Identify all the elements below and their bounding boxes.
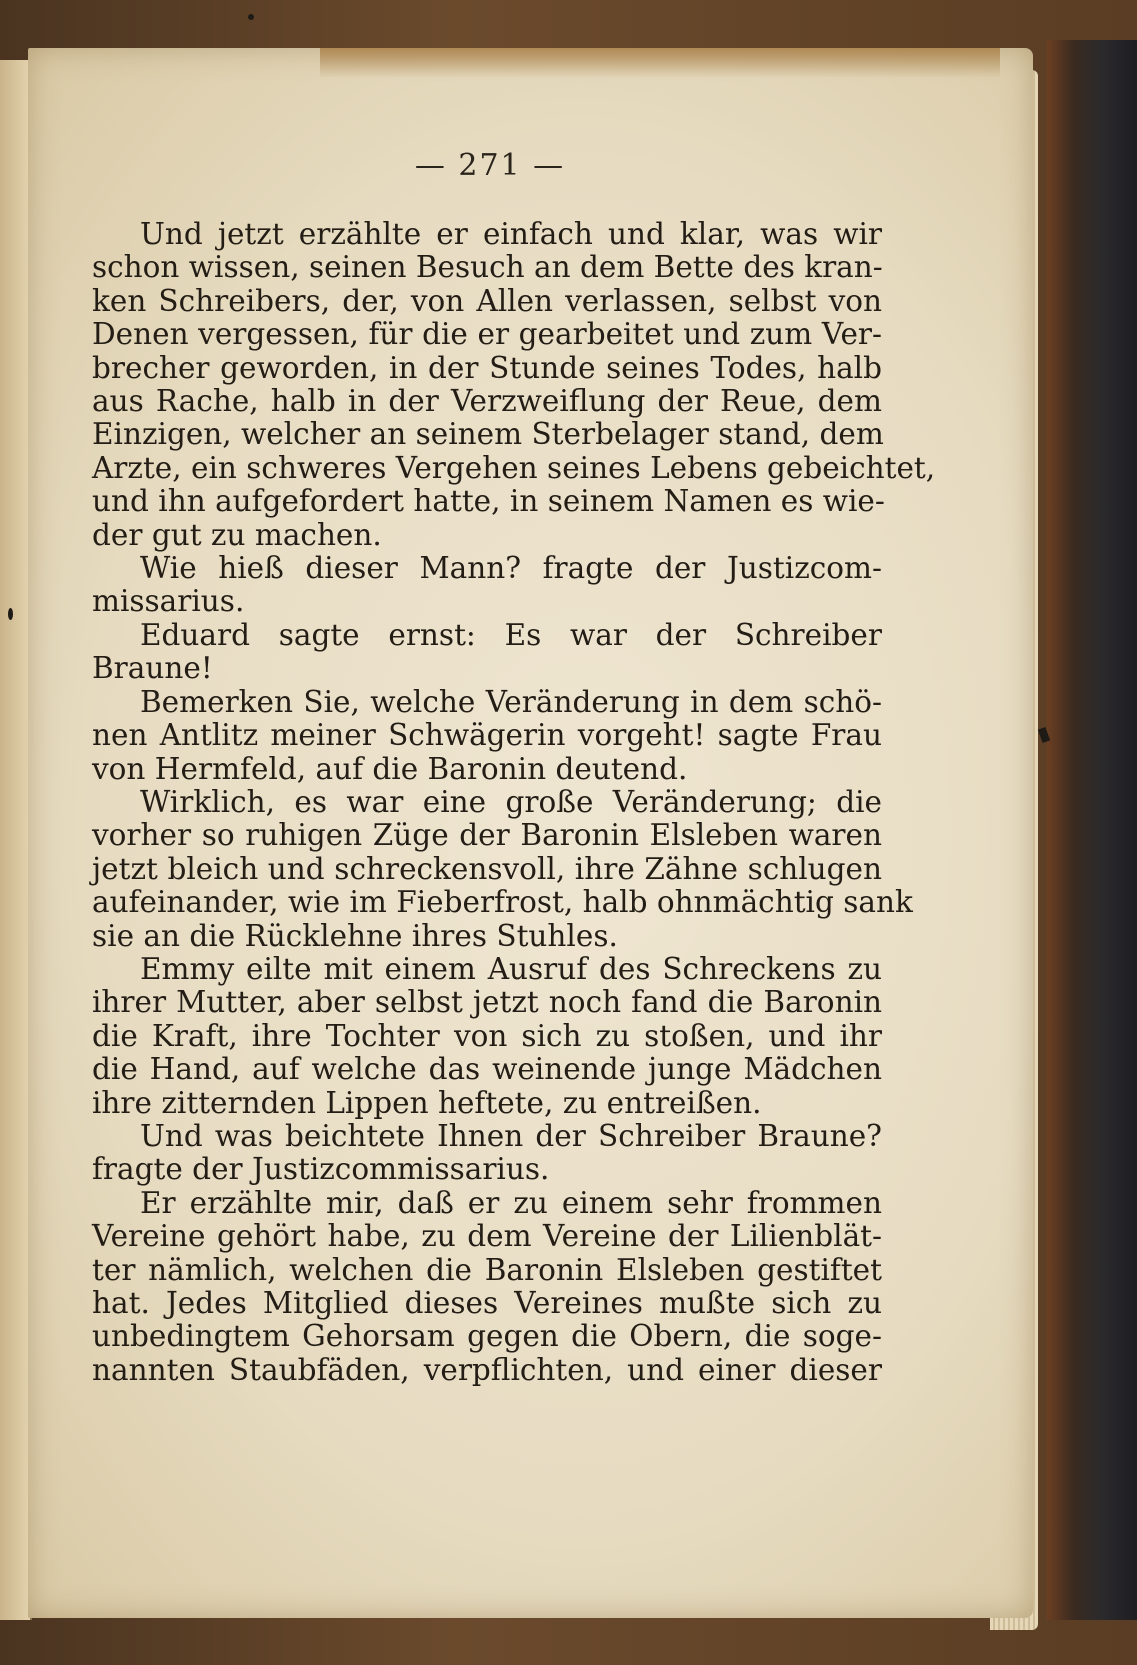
text-line: Denen vergessen, für die er gearbeitet und zum Ver- [92, 317, 882, 352]
text-line: jetzt bleich und schreckensvoll, ihre Zähne schlugen [92, 851, 882, 886]
text-line: Arzte, ein schweres Vergehen seines Lebens gebeichtet, [92, 450, 936, 485]
text-line: fragte der Justizcommissarius. [92, 1152, 550, 1187]
text-line: Und was beichtete Ihnen der Schreiber Braune? [140, 1118, 882, 1153]
text-line: Wirklich, es war eine große Veränderung; die [140, 784, 882, 819]
text-line: Vereine gehört habe, zu dem Vereine der Lilienblät- [92, 1219, 882, 1254]
text-line: Emmy eilte mit einem Ausruf des Schreckens zu [140, 951, 882, 986]
text-line: Und jetzt erzählte er einfach und klar, was wir [140, 217, 882, 251]
text-line: Eduard sagte ernst: Es war der Schreiber [140, 617, 882, 652]
text-line: schon wissen, seinen Besuch an dem Bette des kran- [92, 250, 883, 285]
text-line: ken Schreibers, der, von Allen verlassen, selbst von [92, 283, 882, 318]
text-line: Einzigen, welcher an seinem Sterbelager stand, dem [92, 417, 884, 452]
text-line: Braune! [92, 651, 213, 686]
page-number: — 271 — [414, 148, 566, 183]
text-line: brecher geworden, in der Stunde seines Todes, halb [92, 350, 882, 385]
text-line: der gut zu machen. [92, 517, 382, 552]
text-line: nen Antlitz meiner Schwägerin vorgeht! sagte Frau [92, 718, 882, 753]
text-line: unbedingtem Gehorsam gegen die Obern, die soge- [92, 1319, 882, 1354]
body-text [92, 217, 936, 1387]
text-line: vorher so ruhigen Züge der Baronin Elsleben waren [92, 818, 882, 853]
dust-spot [248, 14, 254, 20]
text-line: aufeinander, wie im Fieberfrost, halb ohnmächtig sank [92, 885, 913, 920]
text-line: hat. Jedes Mitglied dieses Vereines mußte sich zu [92, 1286, 882, 1320]
page-stain [320, 48, 1000, 78]
text-line: ter nämlich, welchen die Baronin Elsleben gestiftet [92, 1252, 882, 1287]
text-line: Bemerken Sie, welche Veränderung in dem schö- [140, 684, 882, 719]
text-line: ihrer Mutter, aber selbst jetzt noch fand die Baronin [92, 985, 882, 1020]
text-line: missarius. [92, 584, 245, 619]
text-line: nannten Staubfäden, verpflichten, und einer dieser [92, 1352, 882, 1387]
text-line: die Kraft, ihre Tochter von sich zu stoßen, und ihr [92, 1018, 882, 1053]
text-line: die Hand, auf welche das weinende junge Mädchen [92, 1052, 882, 1087]
text-line: und ihn aufgefordert hatte, in seinem Namen es wie- [92, 484, 885, 519]
text-line: von Hermfeld, auf die Baronin deutend. [92, 751, 688, 786]
text-line: Er erzählte mir, daß er zu einem sehr frommen [140, 1185, 882, 1220]
text-line: Wie hieß dieser Mann? fragte der Justizcom- [140, 551, 882, 586]
text-line: sie an die Rücklehne ihres Stuhles. [92, 918, 618, 953]
text-line: aus Rache, halb in der Verzweiflung der Reue, dem [92, 384, 882, 419]
book-board [1047, 40, 1137, 1620]
dust-spot [8, 608, 13, 620]
text-line: ihre zitternden Lippen heftete, zu entreißen. [92, 1085, 762, 1120]
